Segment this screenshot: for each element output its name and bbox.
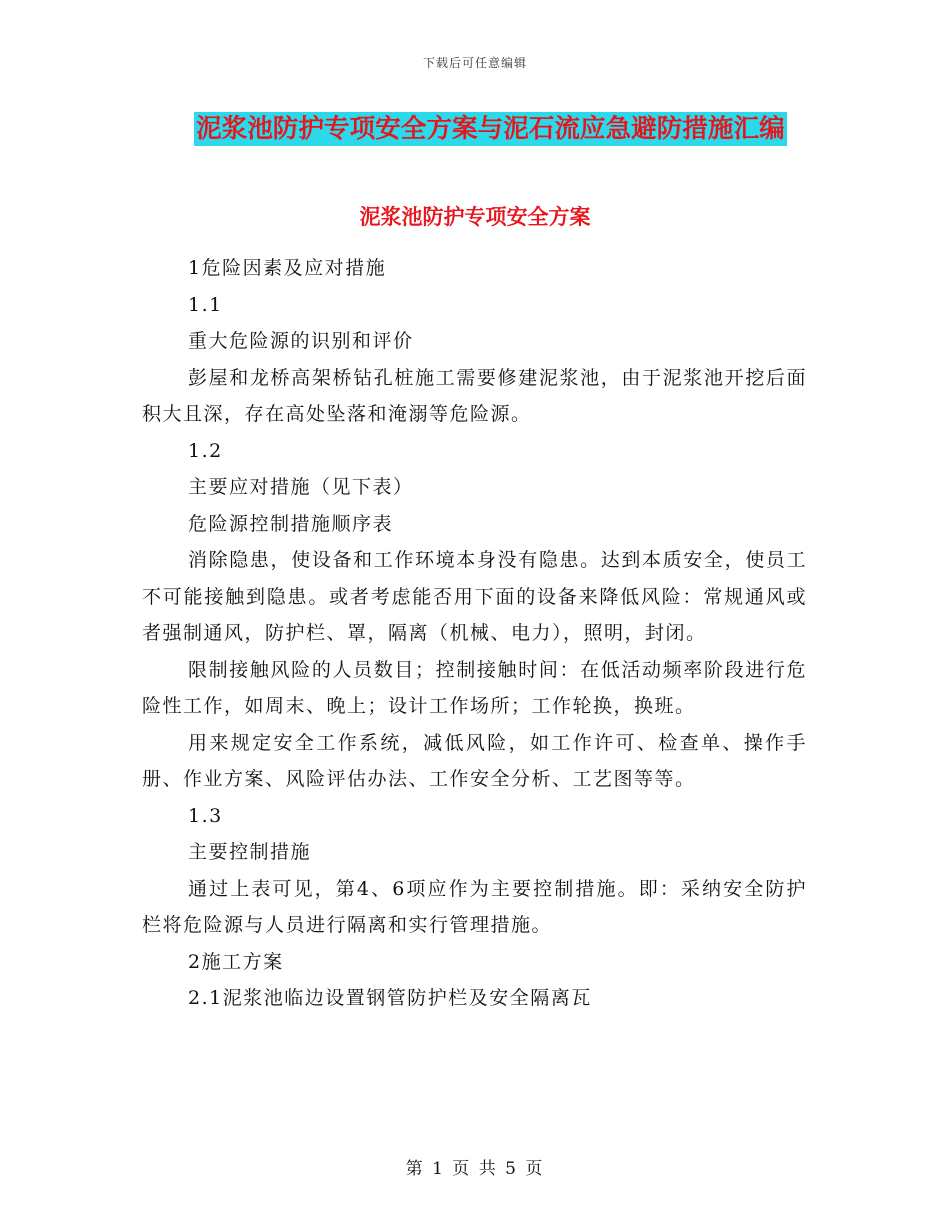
paragraph-text: 通过上表可见，第4、6项应作为主要控制措施。即：采纳安全防护栏将危险源与人员进行隔离和实行管理措施。 [142, 877, 807, 936]
header-note: 下载后可任意编辑 [422, 56, 527, 70]
paragraph-heading-1-3: 主要控制措施 [188, 841, 312, 863]
paragraph-heading-2: 2施工方案 [188, 950, 284, 973]
section-title: 泥浆池防护专项安全方案 [359, 204, 591, 229]
paragraph-text: 消除隐患，使设备和工作环境本身没有隐患。达到本质安全，使员工不可能接触到隐患。或者考虑能否用下面的设备来降低风险：常规通风或者强制通风，防护栏、罩，隔离（机械、电力），照明，封闭。 [142, 549, 807, 644]
paragraph-text: 用来规定安全工作系统，减低风险，如工作许可、检查单、操作手册、作业方案、风险评估办法、工作安全分析、工艺图等等。 [142, 731, 807, 790]
paragraph-number-1-3: 1.3 [188, 804, 223, 827]
document-body [142, 250, 807, 1017]
paragraph-table-caption: 危险源控制措施顺序表 [188, 512, 394, 535]
paragraph-heading-1-1: 重大危险源的识别和评价 [188, 330, 414, 352]
paragraph-text: 限制接触风险的人员数目；控制接触时间：在低活动频率阶段进行危险性工作，如周末、晚上；设计工作场所；工作轮换，换班。 [142, 658, 807, 717]
paragraph-number-1-1: 1.1 [188, 293, 223, 316]
paragraph-text: 彭屋和龙桥高架桥钻孔桩施工需要修建泥浆池，由于泥浆池开挖后面积大且深，存在高处坠落和淹溺等危险源。 [142, 366, 807, 425]
document-main-title: 泥浆池防护专项安全方案与泥石流应急避防措施汇编 [196, 114, 785, 144]
paragraph-heading-1-2: 主要应对措施（见下表） [188, 476, 414, 498]
paragraph-heading-2-1: 2.1泥浆池临边设置钢管防护栏及安全隔离瓦 [188, 987, 592, 1009]
paragraph-number-1-2: 1.2 [188, 439, 223, 462]
page-footer: 第 1 页 共 5 页 [405, 1159, 545, 1179]
paragraph-heading-1: 1危险因素及应对措施 [188, 257, 387, 279]
